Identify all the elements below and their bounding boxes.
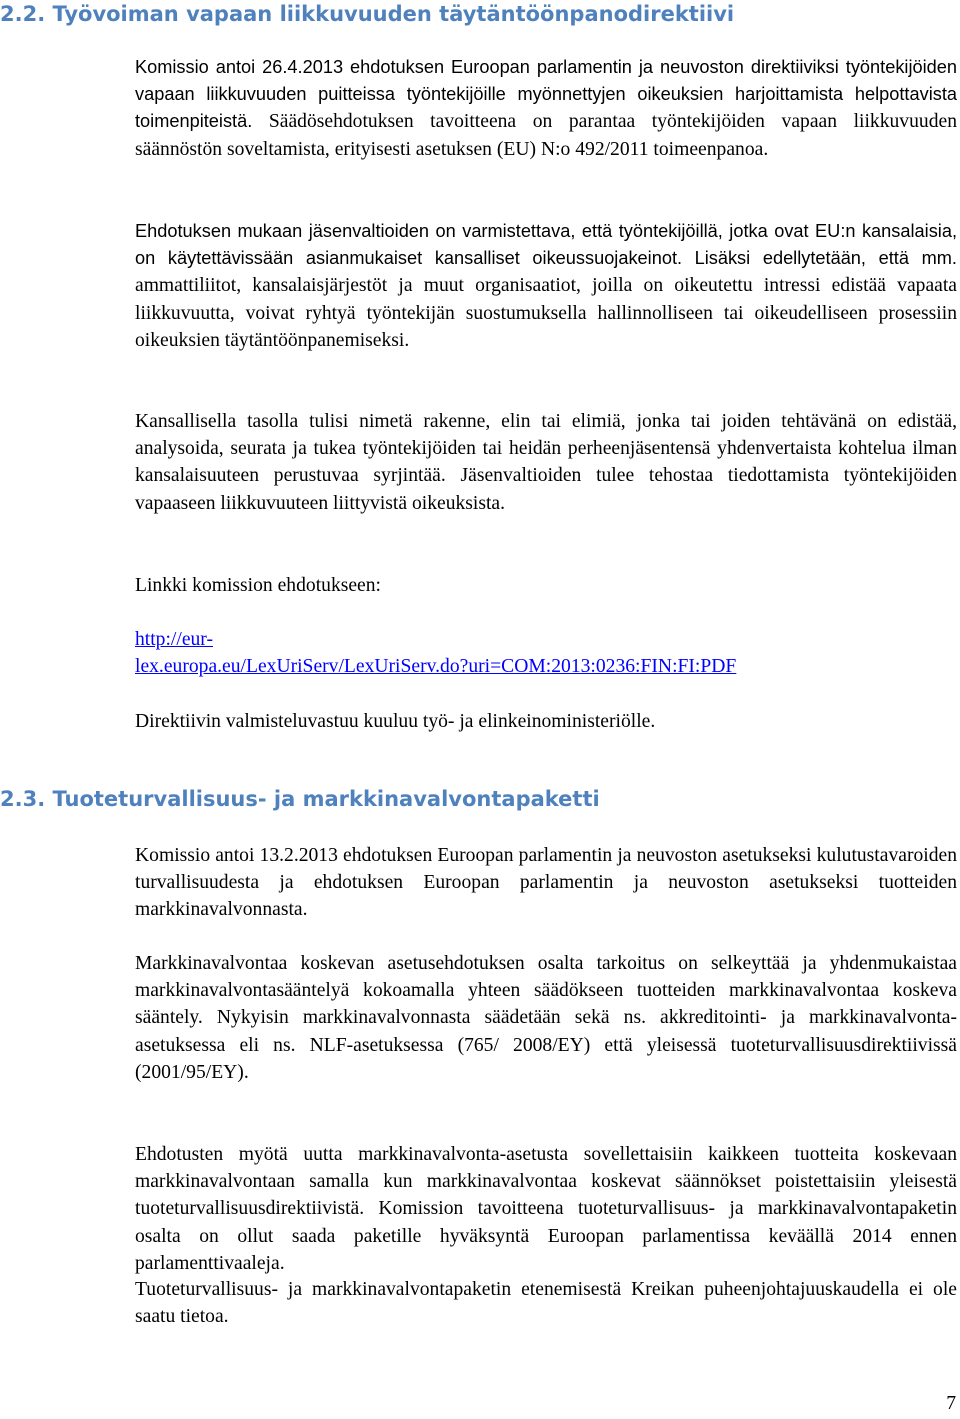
proposal-link[interactable] [135, 626, 957, 680]
paragraph-2-3-market-surveillance: Markkinavalvontaa koskevan asetusehdotuksen osalta tarkoitus on selkeyttää ja yhdenmukaistaa markkinavalvontasääntelyä kokoamalla yhteen säädökseen tuotteiden markkinavalvontaa koskeva sääntely. Nykyisin markkinavalvonnasta säädetään sekä ns. akkreditointi- ja markkinavalvonta-asetuksessa eli ns. NLF-asetuksessa (765/ 2008/EY) että yleisessä tuoteturvallisuusdirektiivissä (2001/95/EY). [135, 953, 957, 1083]
paragraph-sans-part: Komissio antoi 26.4.2013 ehdotuksen Euroopan parlamentin ja neuvoston direktiiviksi työntekijöiden vapaan liikkuvuuden puitteissa työntekijöille myönnettyjen oikeuksien harjoittamista helpottavista toimenpiteistä. [135, 57, 957, 132]
paragraph-2-2-remedies [135, 218, 957, 354]
paragraph-2-3-intro: Komissio antoi 13.2.2013 ehdotuksen Euroopan parlamentin ja neuvoston asetukseksi kulutustavaroiden turvallisuudesta ja ehdotuksen Euroopan parlamentin ja neuvoston asetukseksi tuotteiden markkinavalvonnasta. [135, 845, 957, 921]
paragraph-2-2-national-level: Kansallisella tasolla tulisi nimetä rakenne, elin tai elimiä, jonka tai joiden tehtävänä on edistää, analysoida, seurata ja tukea työntekijöiden tai heidän perheenjäsentensä yhdenvertaista kohtelua ilman kansalaisuuteen perustuvaa syrjintää. Jäsenvaltioiden tulee tehostaa tiedottamista työntekijöiden vapaaseen liikkuvuuteen liittyvistä oikeuksista. [135, 411, 957, 514]
section-heading-2-2: 2.2. Työvoiman vapaan liikkuvuuden täytäntöönpanodirektiivi [0, 2, 735, 26]
link-intro-text: Linkki komission ehdotukseen: [135, 575, 381, 596]
link-line[interactable]: http://eur- [135, 629, 213, 650]
paragraph-2-2-intro [135, 54, 957, 163]
paragraph-serif-part: ammattiliitot, kansalaisjärjestöt ja muut organisaatiot, joilla on oikeutettu intressi edistää vapaata liikkuvuutta, voivat ryhtyä työntekijän suostumuksella hallinnolliseen tai oikeudelliseen prosessiin oikeuksien täytäntöönpanemiseksi. [135, 275, 957, 351]
page-number: 7 [946, 1393, 956, 1414]
section-heading-2-3: 2.3. Tuoteturvallisuus- ja markkinavalvontapaketti [0, 787, 600, 811]
ministry-responsibility-text: Direktiivin valmisteluvastuu kuuluu työ- ja elinkeinoministeriölle. [135, 711, 656, 732]
paragraph-serif-part: Säädösehdotuksen tavoitteena on parantaa työntekijöiden vapaan liikkuvuuden säännöstön soveltamista, erityisesti asetuksen (EU) N:o 492/2011 toimeenpanoa. [135, 111, 957, 160]
paragraph-2-3-greek-presidency: Tuoteturvallisuus- ja markkinavalvontapaketin etenemisestä Kreikan puheenjohtajuuskaudella ei ole saatu tietoa. [135, 1279, 957, 1328]
paragraph-2-3-proposals: Ehdotusten myötä uutta markkinavalvonta-asetusta sovellettaisiin kaikkeen tuotteita koskevaan markkinavalvontaan samalla kun markkinavalvontaa koskevat säännökset poistettaisiin yleisestä tuoteturvallisuusdirektiivistä. Komission tavoitteena tuoteturvallisuus- ja markkinavalvontapaketin osalta on ollut saada paketille hyväksyntä Euroopan parlamentissa keväällä 2014 ennen parlamenttivaaleja. [135, 1144, 957, 1274]
paragraph-sans-part: Ehdotuksen mukaan jäsenvaltioiden on varmistettava, että työntekijöillä, jotka ovat EU:n kansalaisia, on käytettävissään asianmukaiset kansalliset oikeussuojakeinot. [135, 221, 957, 269]
link-line[interactable]: lex.europa.eu/LexUriServ/LexUriServ.do?uri=COM:2013:0236:FIN:FI:PDF [135, 656, 737, 678]
paragraph-sans-part: Lisäksi edellytetään, että mm. [694, 248, 957, 269]
